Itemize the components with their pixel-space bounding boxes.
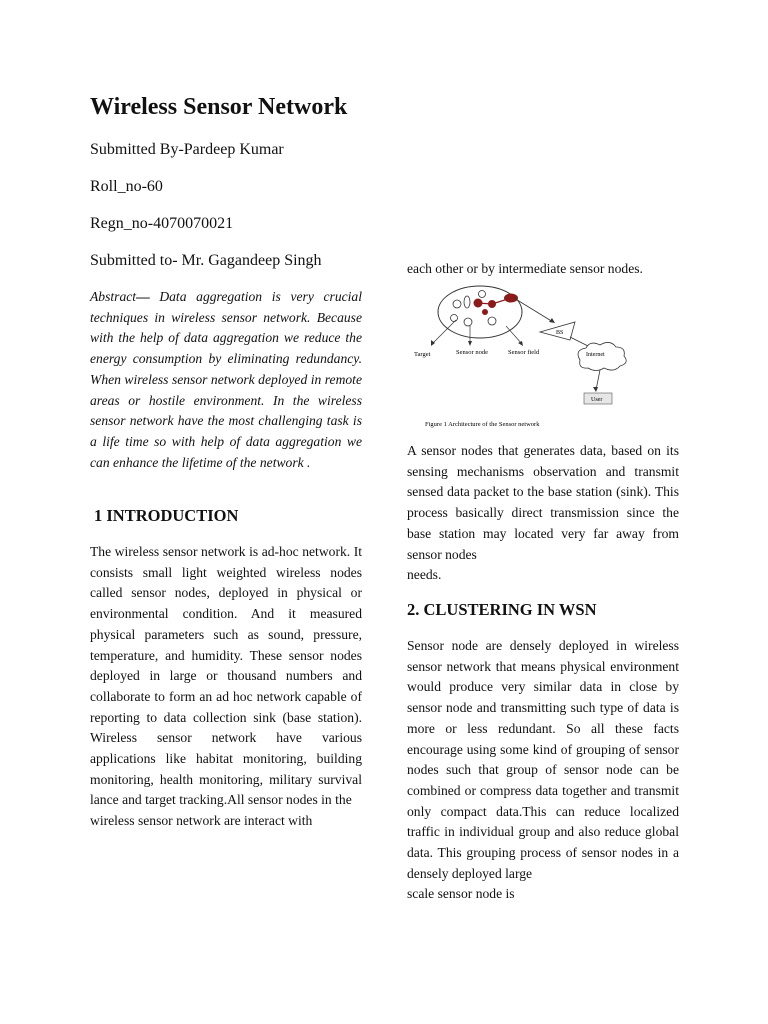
introduction-paragraph — [90, 542, 362, 832]
sensor-node — [464, 318, 472, 326]
active-sensor-node — [482, 309, 488, 315]
target-node — [464, 296, 470, 308]
clustering-paragraph — [407, 636, 679, 905]
sensor-node-body: A sensor nodes that generates data, based on its sensing mechanisms observation and transmit sensed data packet to the base station (sink). This process basically direct transmission since the base station may located very far away from sensor nodes — [407, 443, 679, 562]
internet-label: Internet — [586, 352, 605, 358]
user-label: User — [591, 397, 603, 403]
bs-label: BS — [556, 330, 564, 336]
sensor-node — [451, 315, 458, 322]
introduction-last-line: wireless sensor network are interact with — [90, 813, 313, 829]
arrowhead — [518, 341, 523, 346]
introduction-body: The wireless sensor network is ad-hoc network. It consists small light weighted wireless nodes called sensor nodes, deployed in physical or environmental condition. And it measured physical parameters such as sound, pressure, temperature, and humidity. These sensor nodes deployed in large or thousand numbers and collaborate to form an ad hoc network capable of reporting to data collection sink (base station). Wireless sensor network have various applications like habitat monitoring, building monitoring, health monitoring, military survival lance and target tracking.All sensor nodes in the — [90, 544, 362, 808]
section-heading-clustering: 2. CLUSTERING IN WSN — [407, 600, 597, 619]
abstract — [90, 287, 362, 473]
section-heading-introduction: 1 INTRODUCTION — [94, 506, 239, 525]
arrowhead — [431, 340, 435, 346]
abstract-label: Abstract — [90, 289, 137, 304]
clustering-last-line: scale sensor node is — [407, 886, 515, 902]
arrow-to-bs — [514, 298, 553, 322]
paper-title: Wireless Sensor Network — [90, 94, 348, 120]
arrowhead — [593, 387, 598, 392]
sensor-node — [488, 317, 496, 325]
abstract-dash: — — [136, 289, 150, 304]
sensor-node — [453, 300, 461, 308]
abstract-text: Data aggregation is very crucial techniques in wireless sensor network. Because with the help of data aggregation we reduce the energy consumption by eliminating redundancy. When wireless sensor network deployed in remote areas or hostile environment. In the wireless sensor network have the most challenging task is a life time so with help of data aggregation we can enhance the lifetime of the network . — [90, 289, 362, 470]
submitted-by: Submitted By-Pardeep Kumar — [90, 141, 284, 158]
figure-caption: Figure 1 Architecture of the Sensor network — [425, 421, 540, 428]
introduction-continuation: each other or by intermediate sensor nodes. — [407, 261, 643, 276]
submitted-to: Submitted to- Mr. Gagandeep Singh — [90, 252, 322, 269]
sensor-node — [479, 291, 486, 298]
pointer-line — [506, 326, 522, 344]
roll-number: Roll_no-60 — [90, 178, 163, 195]
sensor-node-paragraph — [407, 441, 679, 586]
sensor-network-architecture-figure — [410, 282, 680, 432]
sensor-field-label: Sensor field — [508, 349, 540, 356]
arrowhead — [468, 341, 472, 346]
sensor-node-last-line: needs. — [407, 567, 442, 583]
clustering-body: Sensor node are densely deployed in wireless sensor network that means physical environment would produce very similar data in close by sensor node and transmitting such type of data is more or less redundant. So all these facts encourage using some kind of grouping of sensor nodes such that group of sensor node can be combined or compress data together and transmit only compact data.This can reduce localized traffic in individual group and also reduce global data. This grouping process of sensor nodes in a densely deployed large — [407, 638, 679, 881]
registration-number: Regn_no-4070070021 — [90, 215, 234, 232]
sensor-node-label: Sensor node — [456, 349, 488, 356]
target-label: Target — [414, 351, 431, 358]
